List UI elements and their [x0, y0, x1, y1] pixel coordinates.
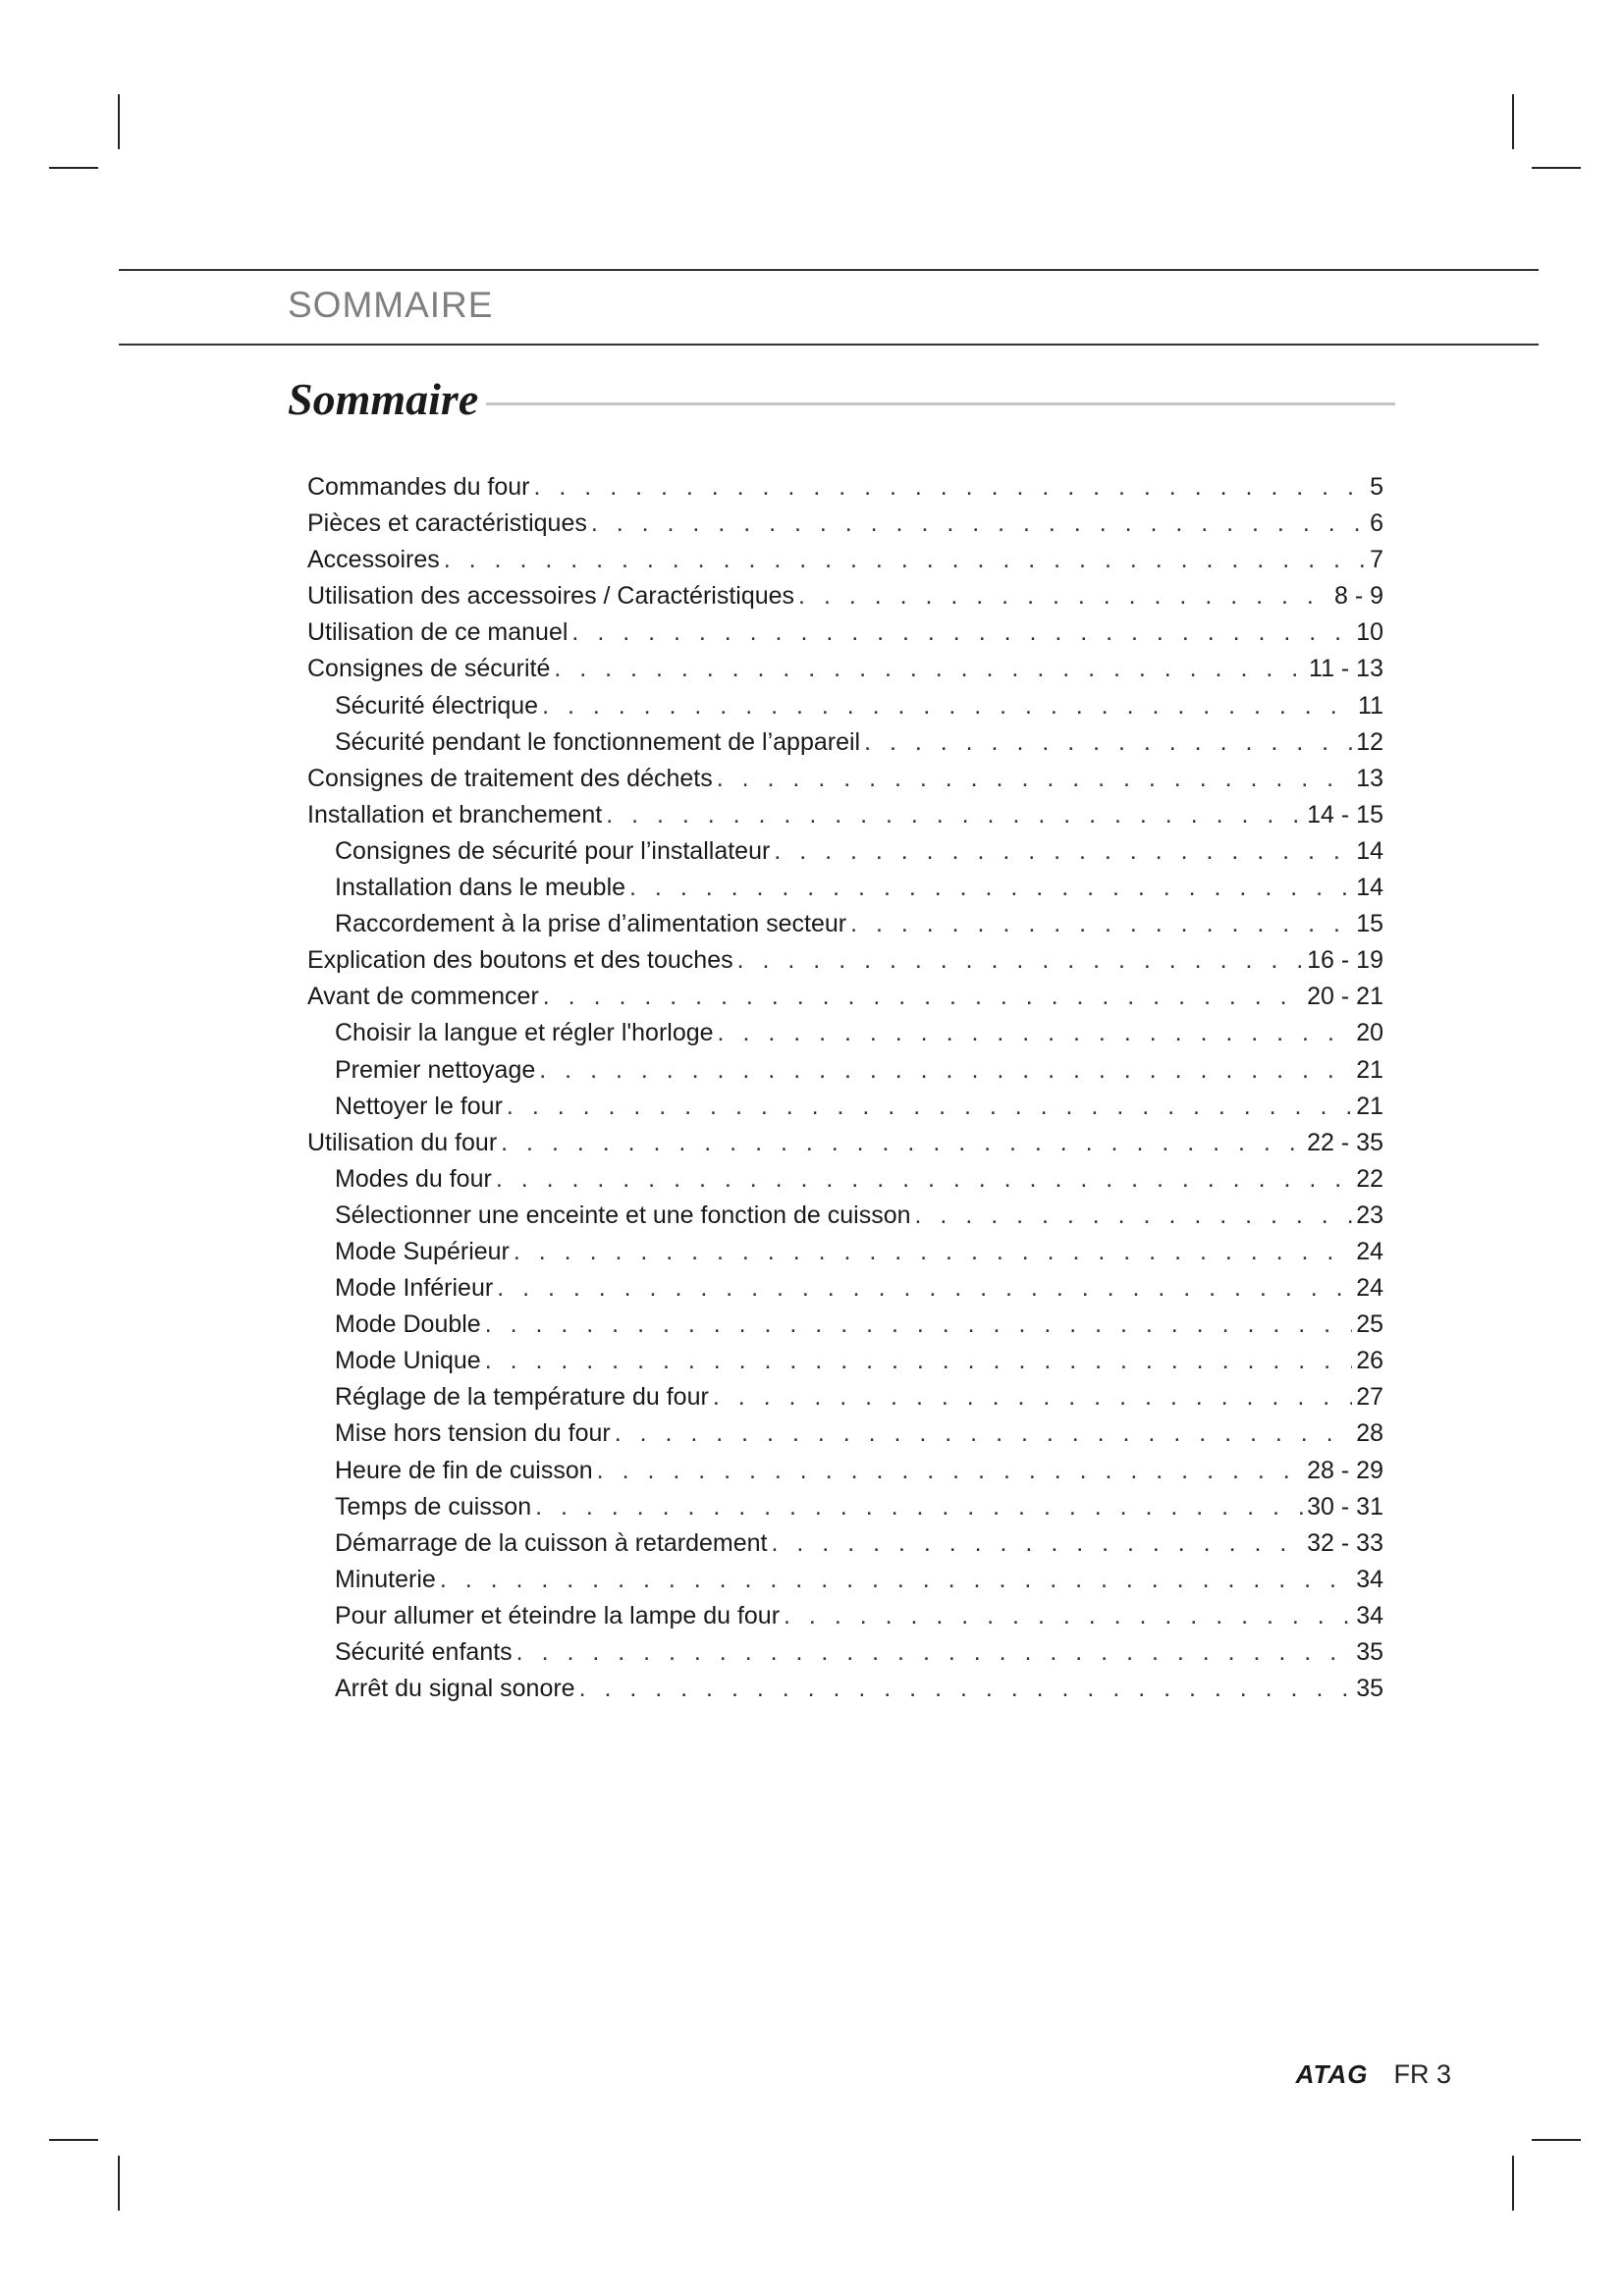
toc-dot-leader	[542, 688, 1354, 724]
toc-entry-page: 35	[1356, 1675, 1383, 1703]
toc-entry[interactable]	[307, 1307, 1383, 1343]
toc-entry[interactable]	[307, 942, 1383, 979]
toc-entry[interactable]	[307, 578, 1383, 614]
toc-entry-label: Raccordement à la prise d’alimentation secteur	[335, 910, 847, 938]
toc-entry-page: 12	[1356, 727, 1383, 756]
toc-entry[interactable]	[307, 688, 1383, 724]
toc-entry-page: 20	[1356, 1019, 1383, 1047]
toc-dot-leader	[606, 797, 1303, 833]
toc-entry-page: 14	[1356, 836, 1383, 865]
toc-entry-page: 34	[1356, 1601, 1383, 1629]
toc-dot-leader	[535, 1489, 1303, 1525]
toc-entry[interactable]	[307, 1089, 1383, 1125]
toc-dot-leader	[534, 469, 1367, 506]
toc-entry-page: 27	[1356, 1383, 1383, 1412]
toc-dot-leader	[496, 1161, 1352, 1198]
toc-entry-page: 11	[1358, 691, 1383, 720]
table-of-contents	[307, 469, 1383, 1707]
toc-entry-label: Nettoyer le four	[335, 1092, 503, 1120]
toc-entry-label: Heure de fin de cuisson	[335, 1456, 593, 1484]
toc-entry[interactable]	[307, 870, 1383, 906]
toc-entry-page: 8 - 9	[1333, 582, 1383, 611]
toc-entry-label: Sécurité enfants	[335, 1638, 513, 1666]
toc-dot-leader	[485, 1343, 1352, 1379]
toc-dot-leader	[543, 979, 1303, 1015]
toc-entry-page: 10	[1356, 618, 1383, 647]
page-number: FR 3	[1393, 2059, 1451, 2089]
brand-logo: ATAG	[1295, 2059, 1369, 2089]
toc-entry-label: Modes du four	[335, 1164, 492, 1193]
toc-dot-leader	[864, 724, 1352, 761]
toc-entry-label: Commandes du four	[307, 473, 530, 501]
toc-entry-label: Sélectionner une enceinte et une fonction de cuisson	[335, 1201, 911, 1229]
header-rule-bottom	[119, 344, 1539, 346]
toc-entry-label: Pour allumer et éteindre la lampe du four	[335, 1601, 781, 1629]
toc-dot-leader	[850, 906, 1352, 942]
toc-entry[interactable]	[307, 1562, 1383, 1598]
header-rule-top	[119, 269, 1539, 271]
toc-entry-label: Choisir la langue et régler l'horloge	[335, 1019, 714, 1047]
toc-dot-leader	[571, 614, 1352, 651]
toc-entry-page: 20 - 21	[1307, 983, 1383, 1011]
toc-entry-page: 28	[1356, 1419, 1383, 1448]
toc-entry[interactable]	[307, 1415, 1383, 1452]
toc-entry[interactable]	[307, 724, 1383, 761]
toc-entry-page: 7	[1370, 546, 1383, 574]
toc-dot-leader	[554, 651, 1305, 687]
page-title: Sommaire	[288, 374, 479, 424]
toc-entry-label: Utilisation des accessoires / Caractéristiques	[307, 582, 795, 611]
toc-entry-label: Avant de commencer	[307, 983, 539, 1011]
toc-entry-label: Consignes de traitement des déchets	[307, 764, 713, 792]
toc-dot-leader	[444, 542, 1366, 578]
toc-entry-page: 24	[1356, 1274, 1383, 1303]
toc-entry[interactable]	[307, 761, 1383, 797]
toc-entry-page: 15	[1356, 910, 1383, 938]
toc-dot-leader	[507, 1089, 1352, 1125]
toc-entry[interactable]	[307, 542, 1383, 578]
toc-dot-leader	[440, 1562, 1352, 1598]
crop-mark-bottom-left-h	[49, 2139, 98, 2141]
toc-entry-label: Installation et branchement	[307, 800, 603, 828]
crop-mark-bottom-right	[1512, 2156, 1514, 2211]
toc-dot-leader	[579, 1671, 1353, 1707]
toc-entry-page: 26	[1356, 1347, 1383, 1375]
page-title-row	[288, 373, 1395, 425]
crop-mark-top-left	[118, 94, 120, 149]
toc-entry[interactable]	[307, 1343, 1383, 1379]
crop-mark-bottom-left	[118, 2156, 120, 2211]
toc-dot-leader	[718, 1015, 1353, 1051]
toc-entry[interactable]	[307, 797, 1383, 833]
toc-entry-label: Explication des boutons et des touches	[307, 946, 733, 975]
title-divider	[486, 402, 1395, 405]
toc-entry[interactable]	[307, 979, 1383, 1015]
toc-entry[interactable]	[307, 1198, 1383, 1234]
toc-entry-label: Pièces et caractéristiques	[307, 509, 587, 538]
toc-entry-label: Utilisation de ce manuel	[307, 618, 568, 647]
toc-entry-page: 30 - 31	[1307, 1492, 1383, 1521]
toc-entry[interactable]	[307, 1234, 1383, 1270]
toc-entry[interactable]	[307, 1015, 1383, 1051]
toc-entry-page: 22	[1356, 1164, 1383, 1193]
toc-entry-page: 13	[1356, 764, 1383, 792]
section-header: SOMMAIRE	[288, 285, 494, 325]
toc-entry-label: Arrêt du signal sonore	[335, 1675, 575, 1703]
toc-entry[interactable]	[307, 1525, 1383, 1562]
toc-entry[interactable]	[307, 1161, 1383, 1198]
toc-entry-page: 5	[1370, 473, 1383, 501]
toc-entry-label: Mode Supérieur	[335, 1237, 510, 1265]
page-footer	[1296, 2059, 1451, 2090]
toc-dot-leader	[514, 1234, 1352, 1270]
toc-entry-label: Consignes de sécurité pour l’installateur	[335, 836, 771, 865]
toc-entry-page: 21	[1356, 1092, 1383, 1120]
toc-entry-page: 35	[1356, 1638, 1383, 1666]
toc-entry-label: Démarrage de la cuisson à retardement	[335, 1528, 768, 1557]
toc-entry[interactable]	[307, 1379, 1383, 1415]
toc-entry[interactable]	[307, 1125, 1383, 1161]
toc-entry[interactable]	[307, 1453, 1383, 1489]
crop-mark-bottom-right-h	[1532, 2139, 1581, 2141]
toc-entry-page: 21	[1356, 1055, 1383, 1084]
toc-entry-label: Mode Inférieur	[335, 1274, 494, 1303]
toc-entry[interactable]	[307, 1634, 1383, 1671]
toc-entry-page: 23	[1356, 1201, 1383, 1229]
toc-entry[interactable]	[307, 1052, 1383, 1089]
toc-entry-label: Sécurité pendant le fonctionnement de l’appareil	[335, 727, 861, 756]
toc-entry-label: Sécurité électrique	[335, 691, 539, 720]
toc-dot-leader	[772, 1525, 1304, 1562]
toc-dot-leader	[717, 761, 1352, 797]
toc-entry[interactable]	[307, 1671, 1383, 1707]
toc-dot-leader	[539, 1052, 1352, 1089]
toc-entry[interactable]	[307, 1598, 1383, 1634]
toc-entry-label: Minuterie	[335, 1565, 436, 1593]
toc-entry-label: Réglage de la température du four	[335, 1383, 709, 1412]
toc-dot-leader	[591, 506, 1366, 542]
toc-entry[interactable]	[307, 1489, 1383, 1525]
toc-entry-page: 22 - 35	[1307, 1128, 1383, 1156]
crop-mark-top-right	[1512, 94, 1514, 149]
toc-entry[interactable]	[307, 1270, 1383, 1307]
toc-dot-leader	[774, 833, 1352, 870]
toc-entry-label: Temps de cuisson	[335, 1492, 532, 1521]
toc-dot-leader	[737, 942, 1304, 979]
crop-mark-top-right-h	[1532, 167, 1581, 169]
toc-dot-leader	[597, 1453, 1303, 1489]
toc-entry-page: 16 - 19	[1307, 946, 1383, 975]
toc-dot-leader	[798, 578, 1330, 614]
toc-dot-leader	[501, 1125, 1303, 1161]
toc-dot-leader	[713, 1379, 1352, 1415]
toc-dot-leader	[615, 1415, 1352, 1452]
toc-dot-leader	[784, 1598, 1352, 1634]
toc-entry-page: 24	[1356, 1237, 1383, 1265]
toc-dot-leader	[915, 1198, 1353, 1234]
toc-entry[interactable]	[307, 651, 1383, 687]
toc-entry-page: 34	[1356, 1565, 1383, 1593]
toc-dot-leader	[497, 1270, 1352, 1307]
crop-mark-top-left-h	[49, 167, 98, 169]
toc-entry-page: 25	[1356, 1310, 1383, 1339]
toc-entry[interactable]	[307, 906, 1383, 942]
toc-entry-page: 28 - 29	[1307, 1456, 1383, 1484]
toc-entry-label: Utilisation du four	[307, 1128, 498, 1156]
toc-entry-page: 14	[1356, 874, 1383, 902]
toc-entry-label: Consignes de sécurité	[307, 655, 551, 683]
toc-dot-leader	[485, 1307, 1352, 1343]
toc-entry-label: Mode Unique	[335, 1347, 481, 1375]
toc-entry[interactable]	[307, 469, 1383, 506]
toc-entry-label: Installation dans le meuble	[335, 874, 626, 902]
toc-entry[interactable]	[307, 833, 1383, 870]
toc-entry-page: 11 - 13	[1309, 655, 1383, 683]
toc-entry[interactable]	[307, 614, 1383, 651]
toc-entry-page: 14 - 15	[1307, 800, 1383, 828]
toc-entry-page: 32 - 33	[1307, 1528, 1383, 1557]
toc-entry[interactable]	[307, 506, 1383, 542]
toc-dot-leader	[629, 870, 1352, 906]
toc-entry-label: Mise hors tension du four	[335, 1419, 611, 1448]
toc-entry-label: Premier nettoyage	[335, 1055, 536, 1084]
toc-entry-label: Mode Double	[335, 1310, 481, 1339]
toc-entry-label: Accessoires	[307, 546, 440, 574]
toc-entry-page: 6	[1370, 509, 1383, 538]
toc-dot-leader	[516, 1634, 1353, 1671]
